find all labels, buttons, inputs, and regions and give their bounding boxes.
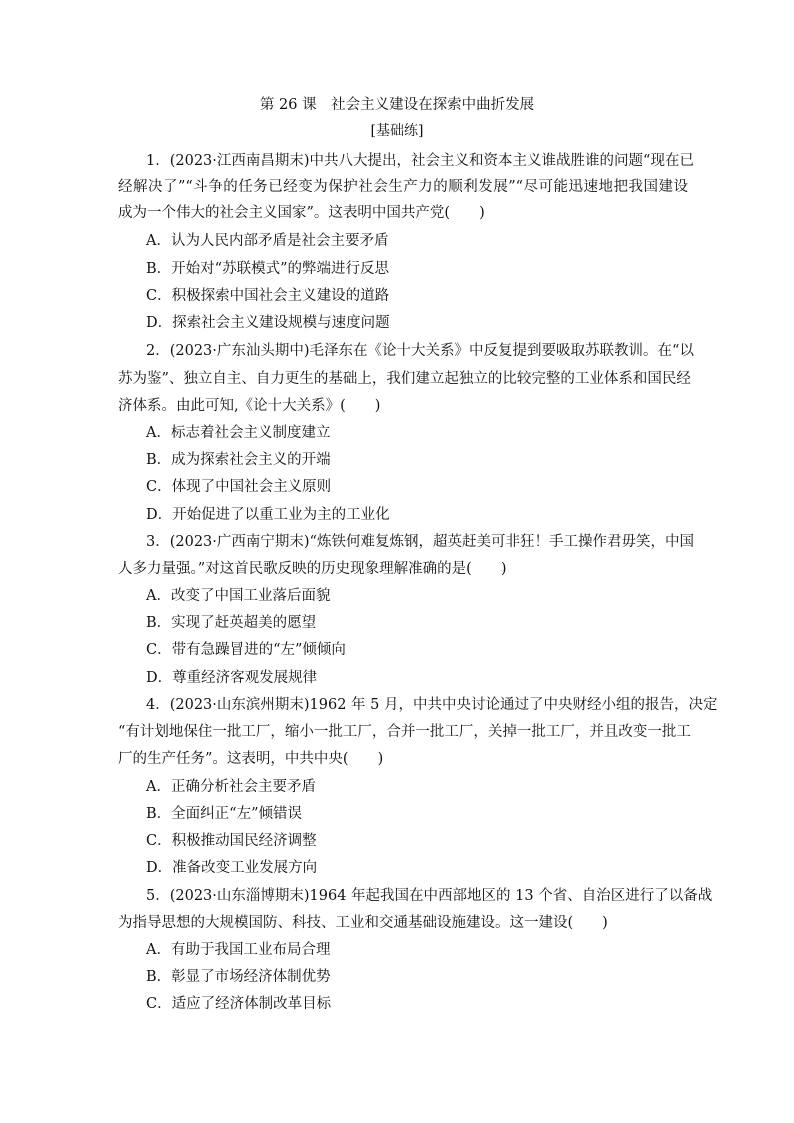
question-3-option-c: C．带有急躁冒进的“左”倾倾向 — [146, 642, 346, 658]
question-2-stem-line-2: 苏为鉴”、独立自主、自力更生的基础上，我们建立起独立的比较完整的工业体系和国民经 — [118, 371, 691, 387]
question-2-option-d: D．开始促进了以重工业为主的工业化 — [146, 507, 390, 523]
question-1-option-d: D．探索社会主义建设规模与速度问题 — [146, 315, 390, 331]
question-4-stem-line-2: “有计划地保住一批工厂，缩小一批工厂，合并一批工厂，关掉一批工厂，并且改变一批工 — [118, 724, 691, 740]
question-1-stem-line-2: 经解决了”“斗争的任务已经变为保护社会生产力的顺利发展”“尽可能迅速地把我国建设 — [118, 179, 688, 195]
question-3-option-d: D．尊重经济客观发展规律 — [146, 670, 318, 686]
question-5-stem-line-1: 5．(2023·山东淄博期末)1964 年起我国在中西部地区的 13 个省、自治区进行了以备战 — [146, 888, 713, 904]
question-4-option-d: D．准备改变工业发展方向 — [146, 860, 318, 876]
lesson-title: 第 26 课 社会主义建设在探索中曲折发展 — [259, 97, 535, 113]
question-1-option-a: A．认为人民内部矛盾是社会主要矛盾 — [146, 233, 389, 249]
question-5-stem-line-2: 为指导思想的大规模国防、科技、工业和交通基础设施建设。这一建设( ) — [118, 915, 608, 931]
question-4-option-c: C．积极推动国民经济调整 — [146, 833, 317, 849]
question-1-option-b: B．开始对“苏联模式”的弊端进行反思 — [146, 261, 389, 277]
question-3-option-b: B．实现了赶英超美的愿望 — [146, 615, 317, 631]
question-1-stem-line-1: 1．(2023·江西南昌期末)中共八大提出，社会主义和资本主义谁战胜谁的问题“现在已 — [146, 153, 694, 169]
question-3-option-a: A．改变了中国工业落后面貌 — [146, 588, 331, 604]
question-4-stem-line-3: 厂的生产任务”。这表明，中共中央( ) — [118, 751, 384, 767]
section-label: [基础练] — [370, 123, 424, 139]
question-2-option-c: C．体现了中国社会主义原则 — [146, 479, 332, 495]
question-1-option-c: C．积极探索中国社会主义建设的道路 — [146, 288, 390, 304]
question-5-option-c: C．适应了经济体制改革目标 — [146, 996, 332, 1012]
question-1-stem-line-3: 成为一个伟大的社会主义国家”。这表明中国共产党( ) — [118, 205, 485, 221]
question-4-option-a: A．正确分析社会主要矛盾 — [146, 779, 316, 795]
question-3-stem-line-1: 3．(2023·广西南宁期末)“炼铁何难复炼钢，超英赶美可非狂！手工操作君毋笑，中国 — [146, 534, 694, 550]
question-2-option-b: B．成为探索社会主义的开端 — [146, 452, 331, 468]
question-4-option-b: B．全面纠正“左”倾错误 — [146, 806, 302, 822]
question-4-stem-line-1: 4．(2023·山东滨州期末)1962 年 5 月，中共中央讨论通过了中央财经小组的报告，决定 — [146, 697, 718, 713]
question-2-stem-line-3: 济体系。由此可知,《论十大关系》( ) — [118, 398, 381, 414]
question-5-option-a: A．有助于我国工业布局合理 — [146, 942, 331, 958]
question-5-option-b: B．彰显了市场经济体制优势 — [146, 969, 331, 985]
question-2-stem-line-1: 2．(2023·广东汕头期中)毛泽东在《论十大关系》中反复提到要吸取苏联教训。在“以 — [146, 343, 694, 359]
question-2-option-a: A．标志着社会主义制度建立 — [146, 425, 331, 441]
question-3-stem-line-2: 人多力量强。”对这首民歌反映的历史现象理解准确的是( ) — [118, 561, 507, 577]
